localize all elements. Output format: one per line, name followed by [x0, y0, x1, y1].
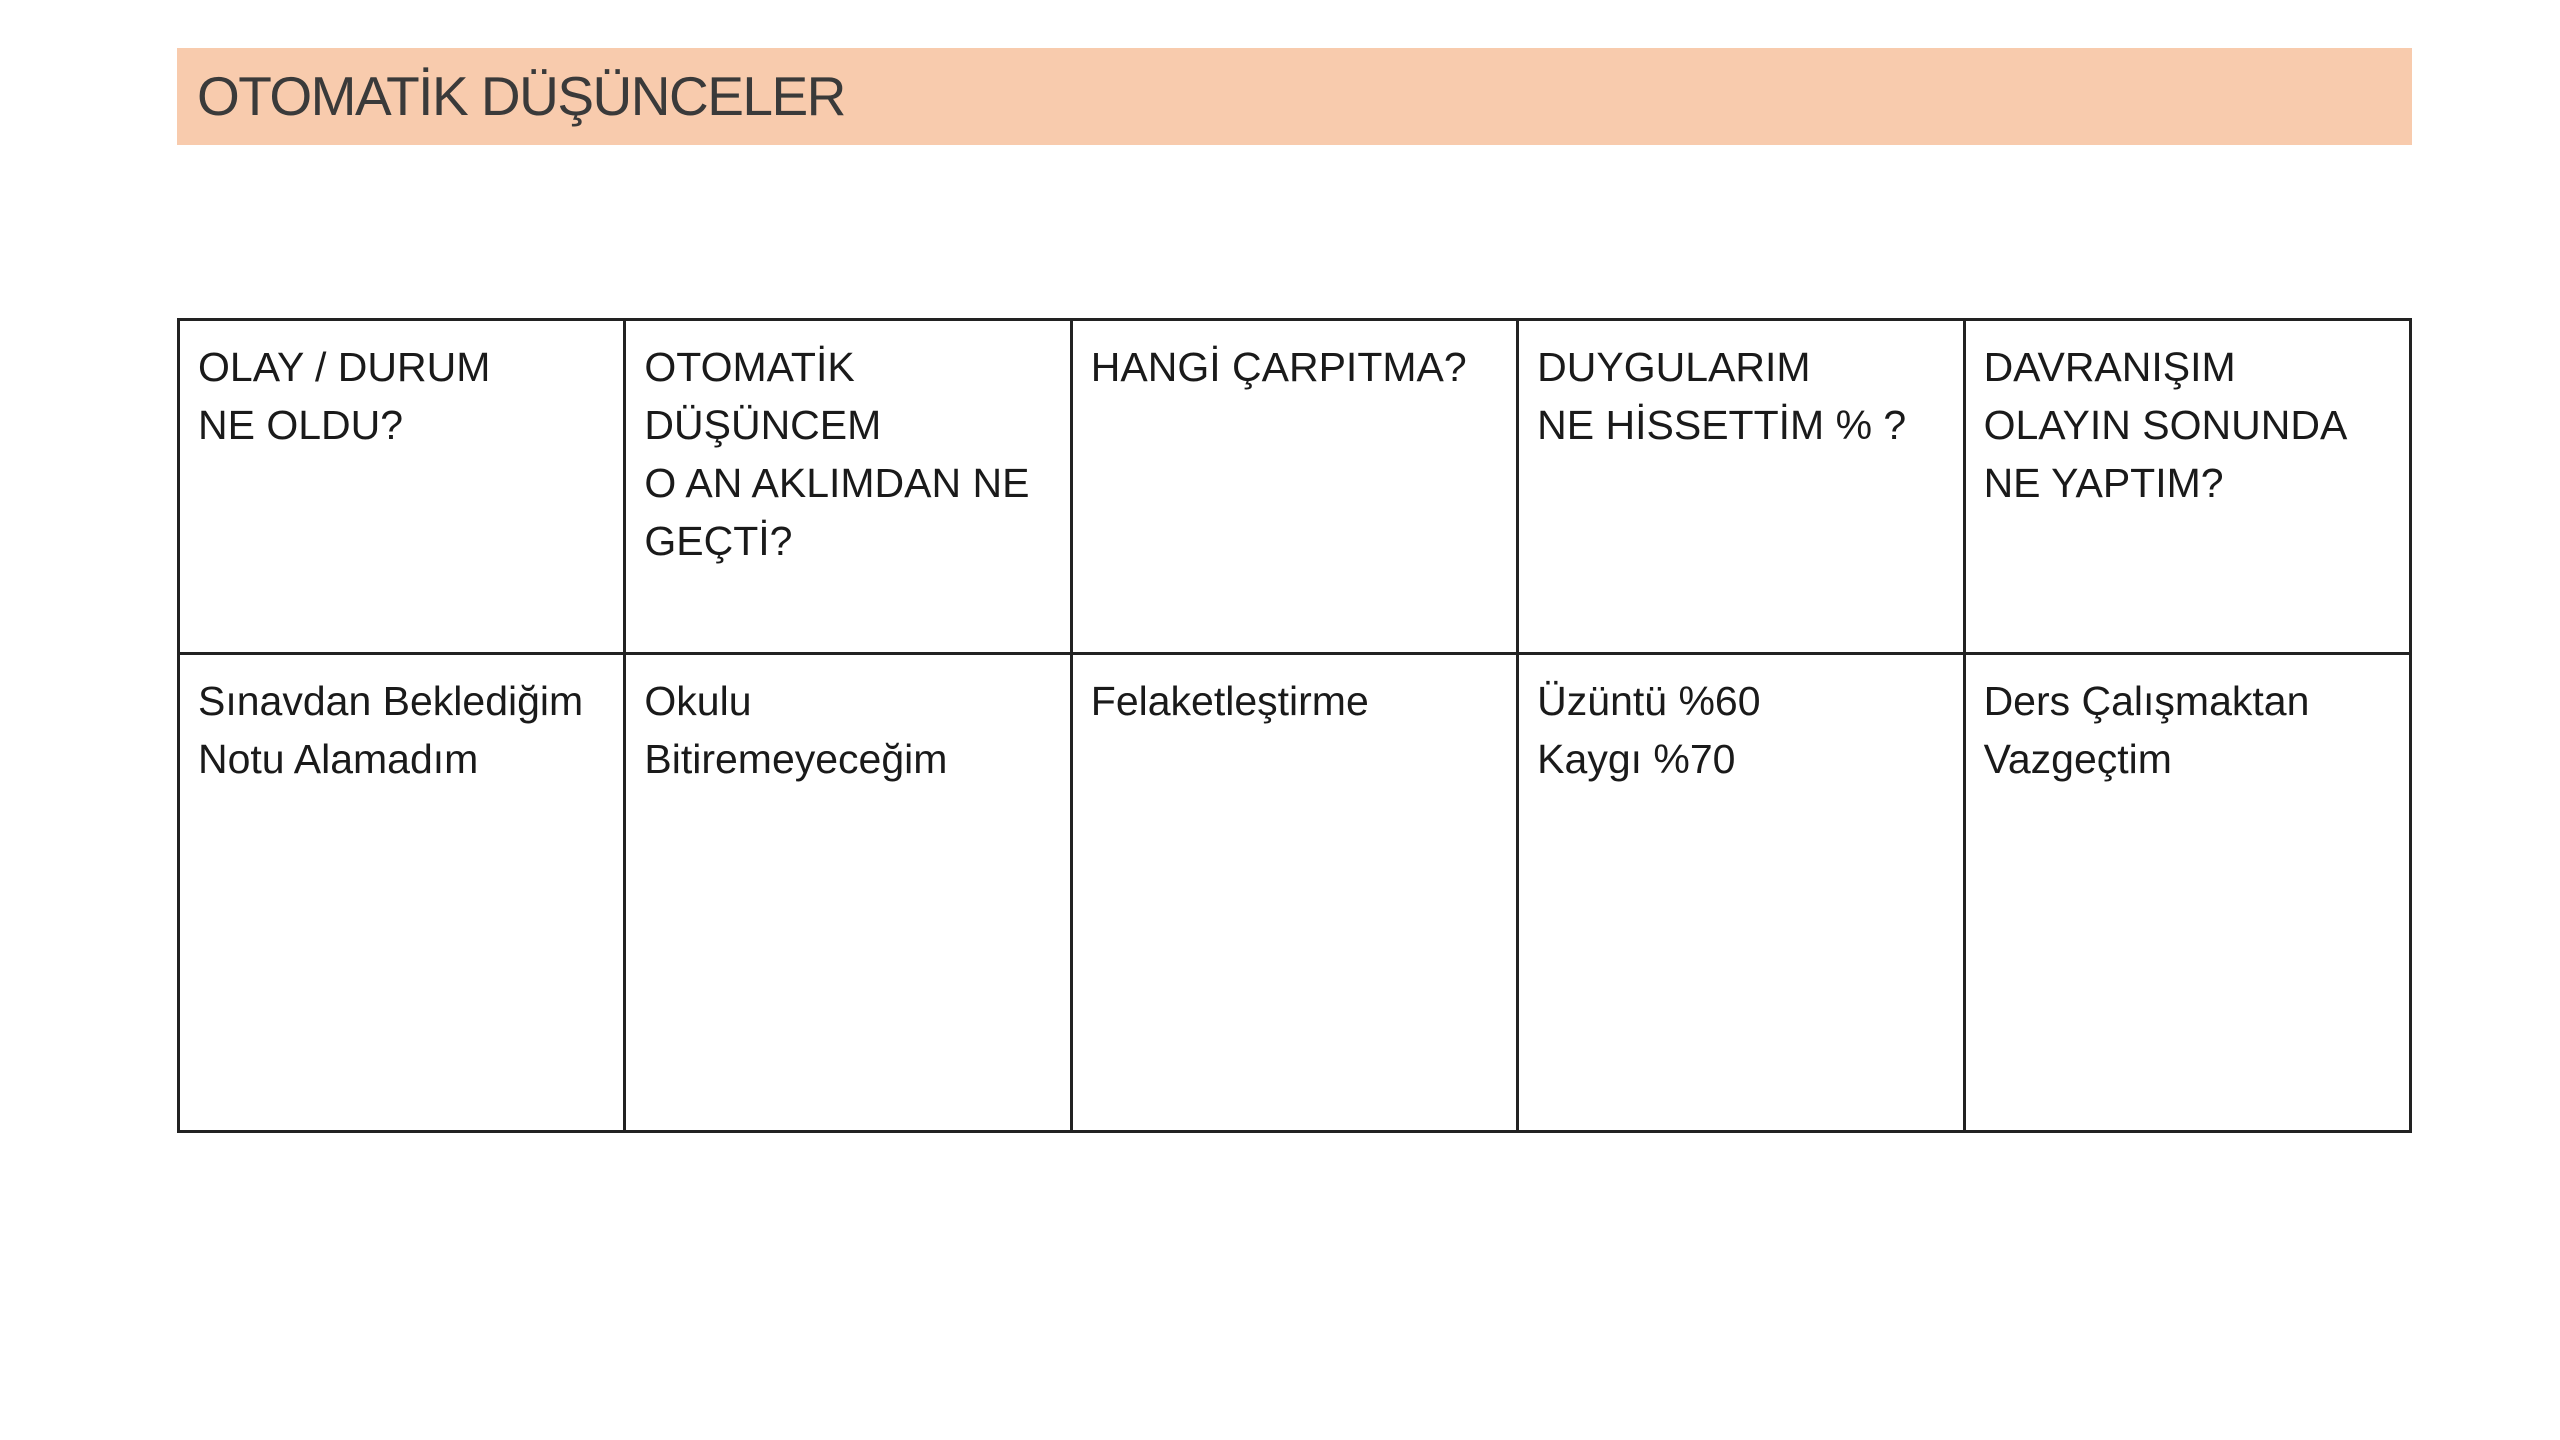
- header-automatic-thought: OTOMATİK DÜŞÜNCEM O AN AKLIMDAN NE GEÇTİ?: [625, 320, 1071, 654]
- cell-behavior: Ders Çalışmaktan Vazgeçtim: [1964, 654, 2410, 1132]
- title-banner: [177, 48, 2412, 145]
- cell-automatic-thought: Okulu Bitiremeyeceğim: [625, 654, 1071, 1132]
- automatic-thoughts-table: [177, 318, 2412, 1133]
- table-row: [179, 654, 2411, 1132]
- header-event: OLAY / DURUM NE OLDU?: [179, 320, 625, 654]
- header-distortion: HANGİ ÇARPITMA?: [1071, 320, 1517, 654]
- cell-feelings: Üzüntü %60 Kaygı %70: [1518, 654, 1964, 1132]
- table-header-row: [179, 320, 2411, 654]
- cell-distortion: Felaketleştirme: [1071, 654, 1517, 1132]
- header-feelings: DUYGULARIM NE HİSSETTİM % ?: [1518, 320, 1964, 654]
- cell-event: Sınavdan Beklediğim Notu Alamadım: [179, 654, 625, 1132]
- page-title: OTOMATİK DÜŞÜNCELER: [197, 65, 845, 127]
- header-behavior: DAVRANIŞIM OLAYIN SONUNDA NE YAPTIM?: [1964, 320, 2410, 654]
